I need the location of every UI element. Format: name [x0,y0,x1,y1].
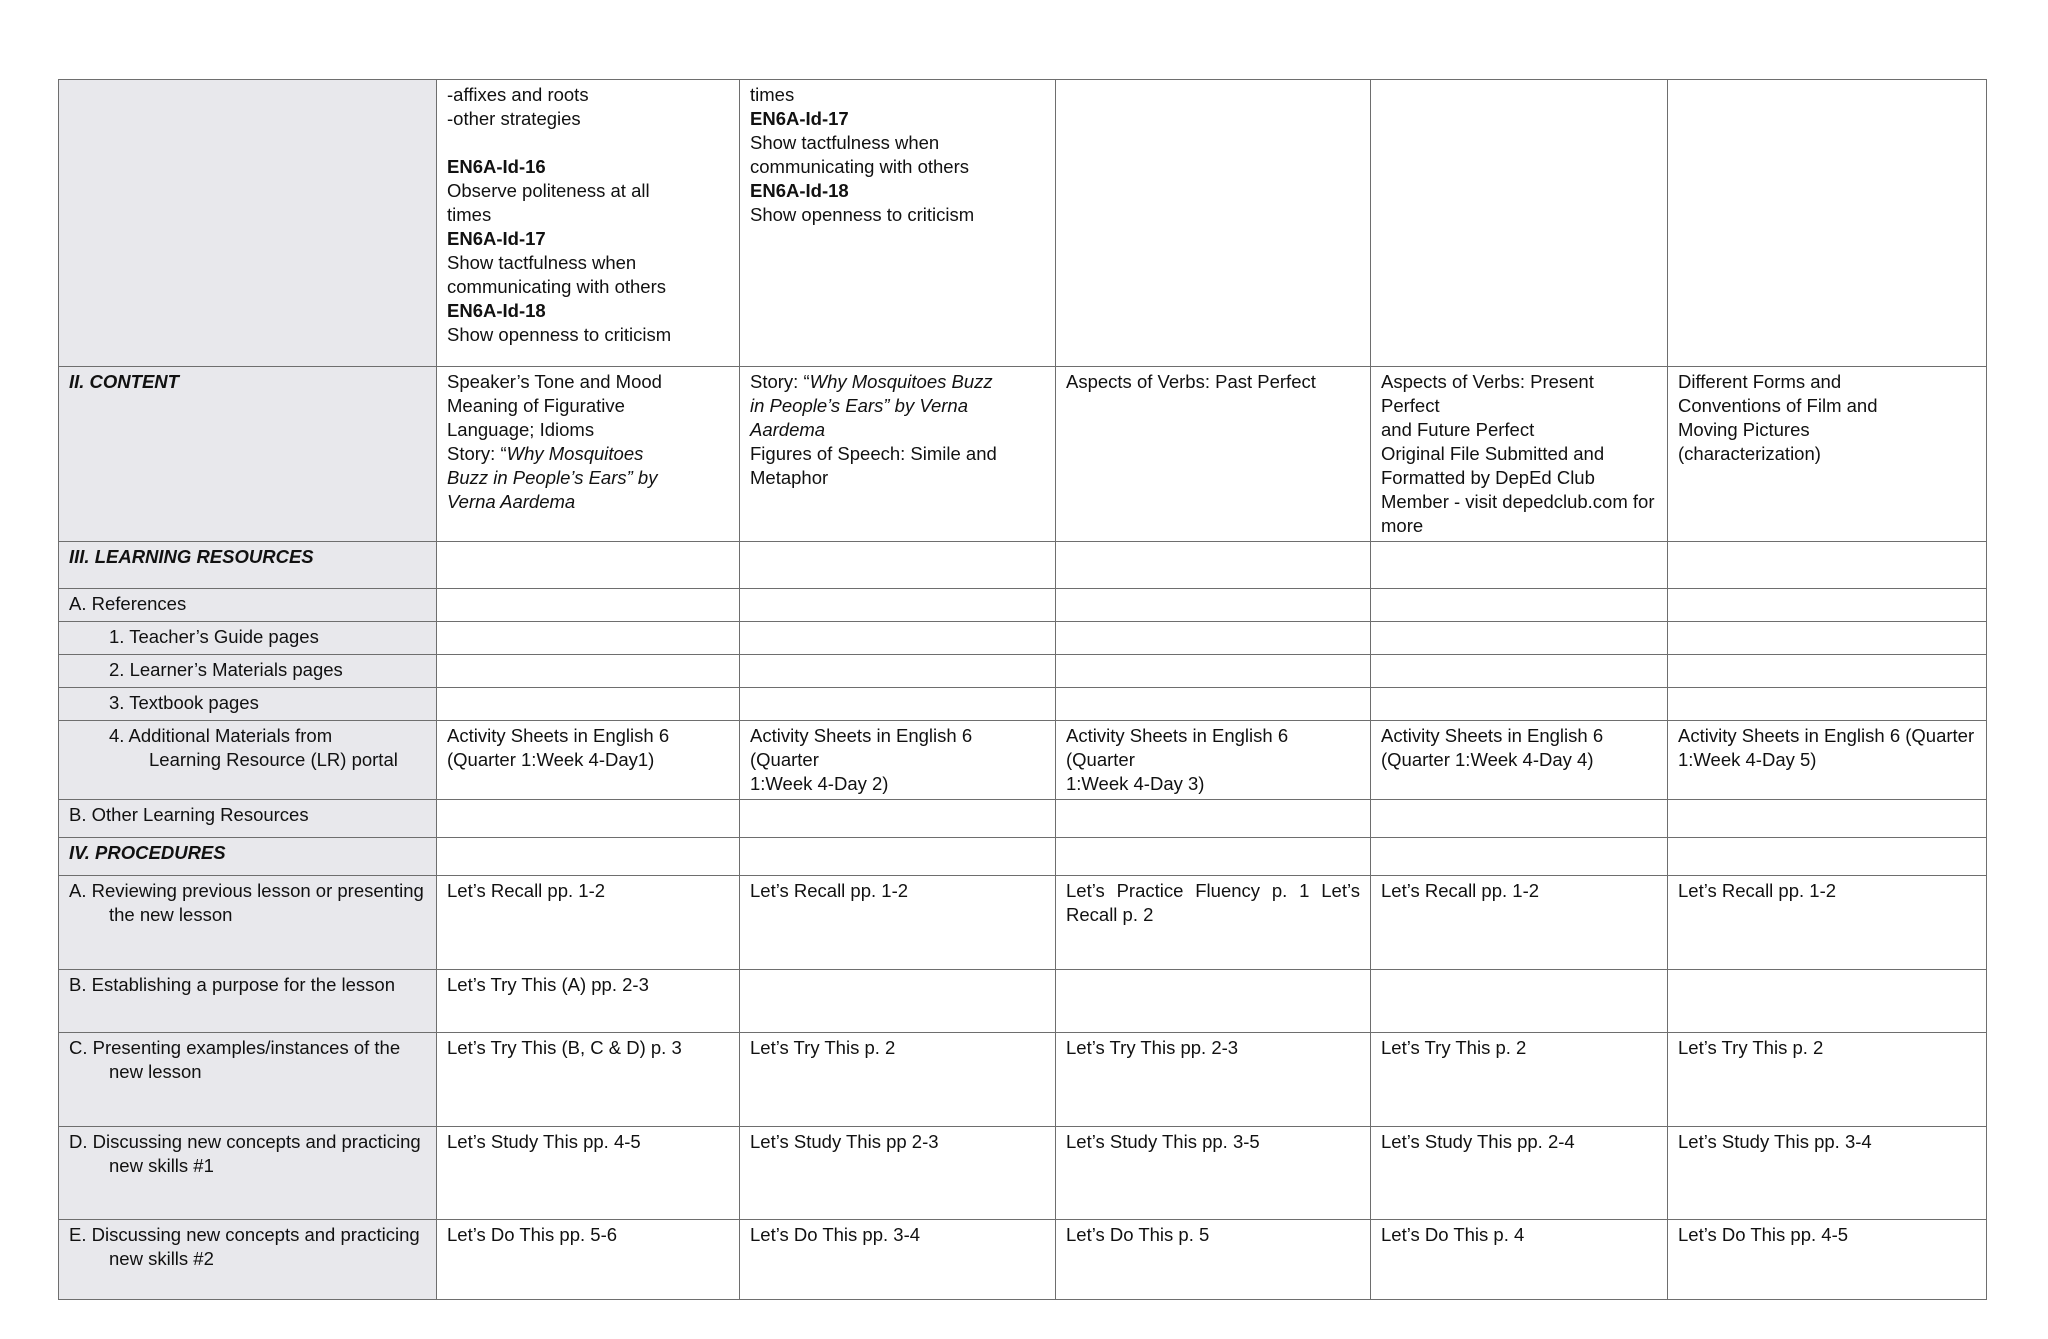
objective-text: times [447,204,492,225]
procedure-b-row [59,970,1987,1033]
empty-cell [1668,655,1987,688]
empty-cell [1056,655,1371,688]
procedure-c-row [59,1033,1987,1127]
procedure-d-day4: Let’s Study This pp. 2-4 [1371,1127,1668,1220]
objectives-day1 [437,80,740,367]
objectives-label-cell [59,80,437,367]
objectives-day2 [740,80,1056,367]
other-resources-label: B. Other Learning Resources [69,804,309,825]
empty-cell [740,688,1056,721]
story-title: Why Mosquitoes Buzz [809,371,993,392]
empty-cell [740,622,1056,655]
objective-text: Show openness to criticism [447,324,672,345]
activity-sheet-text: Activity Sheets in English 6 [1381,725,1604,746]
additional-materials-day2 [740,721,1056,800]
procedure-c-day4: Let’s Try This p. 2 [1371,1033,1668,1127]
content-text: Aspects of Verbs: Past Perfect [1066,371,1316,392]
empty-cell [437,655,740,688]
objectives-day3 [1056,80,1371,367]
procedure-e-day1: Let’s Do This pp. 5-6 [437,1220,740,1300]
additional-materials-day4 [1371,721,1668,800]
learners-materials-label: 2. Learner’s Materials pages [109,659,343,680]
empty-cell [1668,970,1987,1033]
content-text: Speaker’s Tone and Mood [447,371,662,392]
references-row [59,589,1987,622]
content-text: Story: “ [750,371,810,392]
procedure-b-day1: Let’s Try This (A) pp. 2-3 [437,970,740,1033]
procedure-a-day1: Let’s Recall pp. 1-2 [437,876,740,970]
story-title: in People’s Ears” by Verna [750,395,969,416]
learners-materials-row [59,655,1987,688]
empty-cell [1668,800,1987,838]
activity-sheet-text: Activity Sheets in English 6 (Quarter [750,725,973,770]
empty-cell [740,970,1056,1033]
procedure-e-row [59,1220,1987,1300]
additional-materials-row [59,721,1987,800]
empty-cell [1371,542,1668,589]
content-text: Story: “ [447,443,507,464]
references-label: A. References [69,593,187,614]
procedure-c-day3: Let’s Try This pp. 2-3 [1056,1033,1371,1127]
additional-materials-day5 [1668,721,1987,800]
additional-materials-day3 [1056,721,1371,800]
other-resources-label-cell [59,800,437,838]
procedure-label: A. Reviewing previous lesson or presenting [69,880,424,901]
content-label: II. CONTENT [69,371,179,392]
procedure-label: new lesson [109,1061,202,1082]
procedure-label: E. Discussing new concepts and practicing [69,1224,420,1245]
activity-sheet-text: 1:Week 4-Day 5) [1678,749,1817,770]
objective-text: communicating with others [750,156,970,177]
objective-text: communicating with others [447,276,667,297]
content-text: and Future Perfect [1381,419,1535,440]
objective-text: Show openness to criticism [750,204,975,225]
procedure-a-day3: Let’s Practice Fluency p. 1 Let’s Recall p. 2 [1056,876,1371,970]
story-title: Buzz in People’s Ears” by [447,467,658,488]
procedure-e-label-cell [59,1220,437,1300]
activity-sheet-text: (Quarter 1:Week 4-Day 4) [1381,749,1594,770]
procedures-label: IV. PROCEDURES [69,842,226,863]
competency-code: EN6A-Id-17 [447,228,546,249]
empty-cell [1371,970,1668,1033]
activity-sheet-text: 1:Week 4-Day 3) [1066,773,1205,794]
procedure-label: B. Establishing a purpose for the lesson [69,974,395,995]
empty-cell [437,622,740,655]
activity-sheet-text: (Quarter 1:Week 4-Day1) [447,749,655,770]
empty-cell [740,542,1056,589]
objective-text: times [750,84,795,105]
content-story-line [447,442,729,466]
objective-text: Observe politeness at all [447,180,650,201]
content-text: Figures of Speech: Simile and [750,443,997,464]
procedure-c-day1: Let’s Try This (B, C & D) p. 3 [437,1033,740,1127]
objectives-day5 [1668,80,1987,367]
procedure-d-row [59,1127,1987,1220]
procedure-c-label-cell [59,1033,437,1127]
procedure-label: new skills #1 [109,1155,214,1176]
objective-text: -other strategies [447,108,581,129]
empty-cell [1668,622,1987,655]
empty-cell [1371,622,1668,655]
content-text: Moving Pictures [1678,419,1810,440]
procedure-a-label-cell [59,876,437,970]
empty-cell [437,542,740,589]
spacer [447,131,729,155]
objectives-day4 [1371,80,1668,367]
procedure-e-day4: Let’s Do This p. 4 [1371,1220,1668,1300]
procedure-label: C. Presenting examples/instances of the [69,1037,401,1058]
procedure-e-day3: Let’s Do This p. 5 [1056,1220,1371,1300]
empty-cell [1056,589,1371,622]
empty-cell [1056,622,1371,655]
content-text: (characterization) [1678,443,1821,464]
objective-text: -affixes and roots [447,84,589,105]
content-text: Conventions of Film and [1678,395,1878,416]
references-label-cell [59,589,437,622]
additional-materials-label: 4. Additional Materials from [109,725,333,746]
empty-cell [437,688,740,721]
procedure-a-day2: Let’s Recall pp. 1-2 [740,876,1056,970]
empty-cell [1056,838,1371,876]
story-title: Verna Aardema [447,491,576,512]
empty-cell [1056,800,1371,838]
teachers-guide-label: 1. Teacher’s Guide pages [109,626,319,647]
empty-cell [437,589,740,622]
competency-code: EN6A-Id-18 [447,300,546,321]
objectives-row [59,80,1987,367]
additional-materials-label-cell [59,721,437,800]
content-text: Different Forms and [1678,371,1842,392]
activity-sheet-text: Activity Sheets in English 6 (Quarter [1678,725,1975,746]
textbook-label: 3. Textbook pages [109,692,259,713]
additional-materials-day1 [437,721,740,800]
empty-cell [740,800,1056,838]
content-text: Member - visit depedclub.com for [1381,491,1655,512]
learners-materials-label-cell [59,655,437,688]
content-day1 [437,367,740,542]
content-text: Language; Idioms [447,419,595,440]
content-text: more [1381,515,1424,536]
empty-cell [437,838,740,876]
empty-cell [1056,542,1371,589]
content-text: Formatted by DepEd Club [1381,467,1595,488]
procedure-a-day4: Let’s Recall pp. 1-2 [1371,876,1668,970]
procedure-a-row [59,876,1987,970]
content-text: Aspects of Verbs: Present Perfect [1381,371,1594,416]
content-text: Meaning of Figurative [447,395,625,416]
procedure-e-day2: Let’s Do This pp. 3-4 [740,1220,1056,1300]
content-text: Original File Submitted and [1381,443,1605,464]
textbook-row [59,688,1987,721]
empty-cell [1668,542,1987,589]
procedure-c-day2: Let’s Try This p. 2 [740,1033,1056,1127]
procedure-d-day2: Let’s Study This pp 2-3 [740,1127,1056,1220]
story-title: Aardema [750,419,826,440]
content-label-cell [59,367,437,542]
procedure-label: new skills #2 [109,1248,214,1269]
competency-code: EN6A-Id-16 [447,156,546,177]
empty-cell [1371,838,1668,876]
daily-lesson-log-table [58,79,1987,1300]
content-day5 [1668,367,1987,542]
empty-cell [1668,838,1987,876]
other-resources-row [59,800,1987,838]
activity-sheet-text: 1:Week 4-Day 2) [750,773,889,794]
empty-cell [1668,589,1987,622]
procedure-b-label-cell [59,970,437,1033]
empty-cell [1668,688,1987,721]
procedure-a-day5: Let’s Recall pp. 1-2 [1668,876,1987,970]
procedure-label: the new lesson [109,904,233,925]
content-row [59,367,1987,542]
empty-cell [437,800,740,838]
content-text: Metaphor [750,467,829,488]
competency-code: EN6A-Id-18 [750,180,849,201]
empty-cell [740,838,1056,876]
content-day2 [740,367,1056,542]
empty-cell [740,589,1056,622]
objective-text: Show tactfulness when [447,252,637,273]
activity-sheet-text: Activity Sheets in English 6 [447,725,670,746]
learning-resources-row [59,542,1987,589]
empty-cell [1371,655,1668,688]
learning-resources-label-cell [59,542,437,589]
procedure-d-day5: Let’s Study This pp. 3-4 [1668,1127,1987,1220]
objective-text: Show tactfulness when [750,132,940,153]
content-story-line [750,370,1045,394]
procedure-label: D. Discussing new concepts and practicing [69,1131,421,1152]
procedure-d-day3: Let’s Study This pp. 3-5 [1056,1127,1371,1220]
procedure-d-day1: Let’s Study This pp. 4-5 [437,1127,740,1220]
additional-materials-label: Learning Resource (LR) portal [149,749,398,770]
textbook-label-cell [59,688,437,721]
procedures-label-cell [59,838,437,876]
procedure-e-day5: Let’s Do This pp. 4-5 [1668,1220,1987,1300]
procedure-d-label-cell [59,1127,437,1220]
empty-cell [1056,970,1371,1033]
empty-cell [1056,688,1371,721]
activity-sheet-text: Activity Sheets in English 6 (Quarter [1066,725,1289,770]
competency-code: EN6A-Id-17 [750,108,849,129]
story-title: Why Mosquitoes [506,443,644,464]
empty-cell [1371,688,1668,721]
empty-cell [1371,589,1668,622]
learning-resources-label: III. LEARNING RESOURCES [69,546,314,567]
procedures-row [59,838,1987,876]
empty-cell [740,655,1056,688]
empty-cell [1371,800,1668,838]
teachers-guide-row [59,622,1987,655]
teachers-guide-label-cell [59,622,437,655]
content-day3 [1056,367,1371,542]
procedure-c-day5: Let’s Try This p. 2 [1668,1033,1987,1127]
content-day4 [1371,367,1668,542]
